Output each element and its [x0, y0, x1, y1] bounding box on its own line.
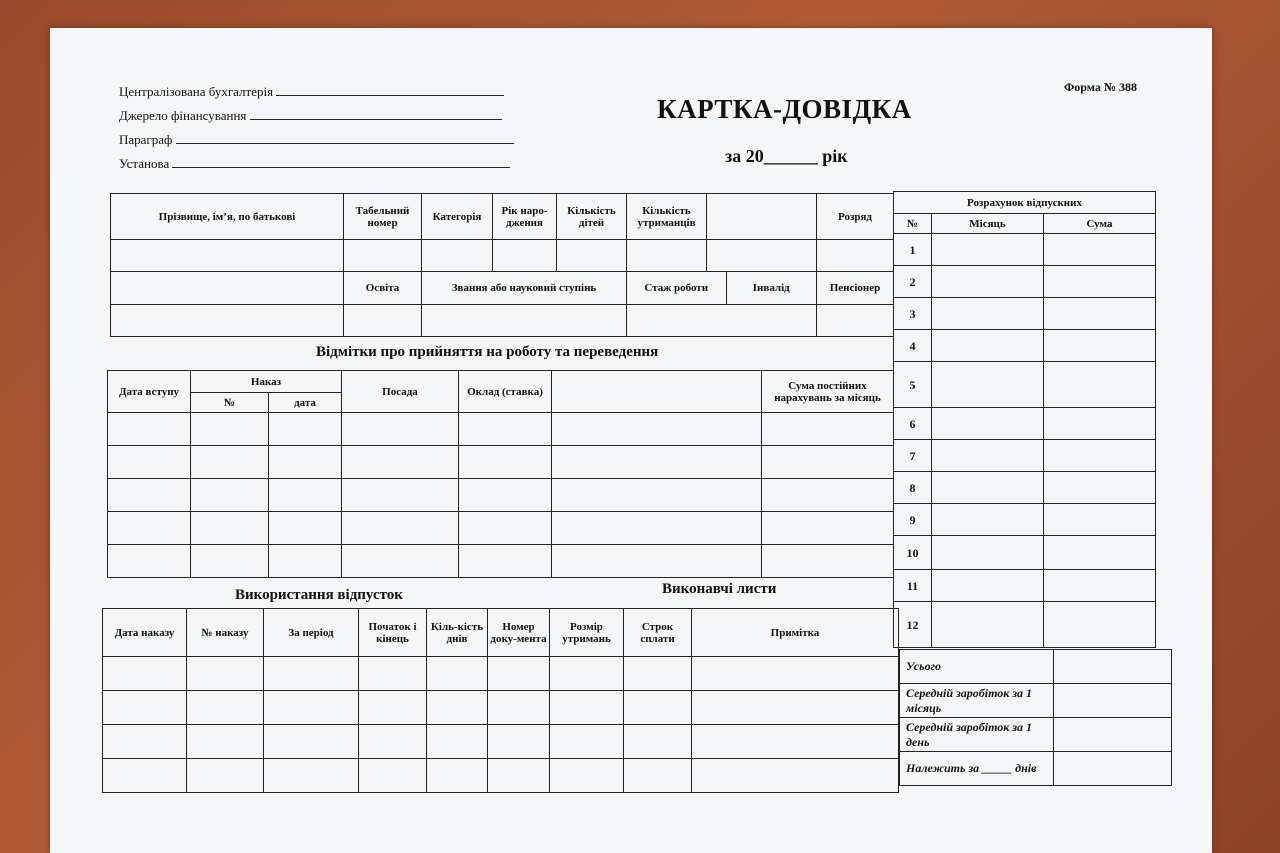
- vacation-totals-table: [899, 649, 1172, 786]
- input-cell[interactable]: [692, 759, 899, 793]
- input-cell[interactable]: [191, 446, 269, 479]
- month-number: 10: [894, 536, 932, 570]
- input-cell[interactable]: [359, 657, 427, 691]
- input-cell[interactable]: [1044, 602, 1156, 648]
- col-start-date: Дата вступу: [108, 371, 191, 413]
- input-cell[interactable]: [422, 240, 493, 272]
- input-cell[interactable]: [108, 479, 191, 512]
- input-cell[interactable]: [427, 657, 488, 691]
- month-number: 2: [894, 266, 932, 298]
- input-cell[interactable]: [269, 413, 342, 446]
- col-deduction: Розмір утримань: [550, 609, 624, 657]
- month-number: 4: [894, 330, 932, 362]
- input-cell[interactable]: [1044, 330, 1156, 362]
- input-cell[interactable]: [103, 657, 187, 691]
- vacation-calc-table: [893, 191, 1156, 648]
- input-cell[interactable]: [932, 570, 1044, 602]
- col-birth-year: Рік наро-дження: [493, 194, 557, 240]
- col-disabled: Інвалід: [752, 282, 790, 294]
- input-cell[interactable]: [459, 446, 552, 479]
- col-group-exp: [627, 272, 817, 305]
- input-cell[interactable]: [817, 305, 894, 337]
- input-cell[interactable]: [488, 725, 550, 759]
- input-cell[interactable]: [932, 472, 1044, 504]
- input-cell[interactable]: [359, 725, 427, 759]
- input-cell[interactable]: [427, 725, 488, 759]
- input-cell[interactable]: [550, 691, 624, 725]
- col-sum: Сума: [1044, 214, 1156, 234]
- col-monthly-sum: Сума постійних нарахувань за місяць: [762, 371, 894, 413]
- col-order-date: дата: [269, 393, 342, 413]
- input-cell[interactable]: [624, 691, 692, 725]
- input-cell[interactable]: [103, 759, 187, 793]
- input-cell[interactable]: [342, 512, 459, 545]
- input-cell[interactable]: [264, 691, 359, 725]
- input-cell[interactable]: [762, 545, 894, 578]
- calc-title: Розрахунок відпускних: [894, 192, 1156, 214]
- col-tab-number: Табельний номер: [344, 194, 422, 240]
- input-cell[interactable]: [108, 512, 191, 545]
- input-cell[interactable]: [191, 512, 269, 545]
- personal-table: [110, 193, 894, 337]
- due-days-label: Належить за _____ днів: [900, 752, 1054, 786]
- input-cell[interactable]: [344, 240, 422, 272]
- input-cell[interactable]: [342, 479, 459, 512]
- input-cell[interactable]: [1054, 650, 1172, 684]
- input-cell[interactable]: [1054, 752, 1172, 786]
- input-cell[interactable]: [269, 512, 342, 545]
- input-cell[interactable]: [191, 479, 269, 512]
- input-cell[interactable]: [108, 413, 191, 446]
- input-cell[interactable]: [692, 691, 899, 725]
- col-degree: Звання або науковий ступінь: [422, 272, 627, 305]
- input-cell[interactable]: [108, 446, 191, 479]
- input-cell[interactable]: [1044, 570, 1156, 602]
- col-grade: Розряд: [817, 194, 894, 240]
- input-cell[interactable]: [552, 413, 762, 446]
- input-cell[interactable]: [342, 413, 459, 446]
- input-cell[interactable]: [552, 479, 762, 512]
- input-cell[interactable]: [1054, 718, 1172, 752]
- col-start-end: Початок і кінець: [359, 609, 427, 657]
- month-number: 8: [894, 472, 932, 504]
- col-children: Кількість дітей: [557, 194, 627, 240]
- input-cell[interactable]: [627, 305, 817, 337]
- col-salary: Оклад (ставка): [459, 371, 552, 413]
- header-field-funding: Джерело фінансування: [119, 107, 502, 124]
- input-cell[interactable]: [1044, 408, 1156, 440]
- col-order-date: Дата наказу: [103, 609, 187, 657]
- input-cell[interactable]: [103, 691, 187, 725]
- month-number: 6: [894, 408, 932, 440]
- col-order: Наказ: [191, 371, 342, 393]
- col-doc-number: Номер доку-мента: [488, 609, 550, 657]
- employment-section-title: Відмітки про прийняття на роботу та переведення: [316, 344, 659, 360]
- month-number: 5: [894, 362, 932, 408]
- col-pensioner: Пенсіонер: [817, 272, 894, 305]
- input-cell[interactable]: [552, 446, 762, 479]
- input-cell[interactable]: [932, 362, 1044, 408]
- input-cell[interactable]: [1044, 472, 1156, 504]
- col-number: №: [894, 214, 932, 234]
- header-field-accounting: Централізована бухгалтерія: [119, 83, 504, 100]
- input-cell[interactable]: [552, 545, 762, 578]
- input-cell[interactable]: [269, 545, 342, 578]
- input-cell[interactable]: [1044, 536, 1156, 570]
- input-cell[interactable]: [459, 413, 552, 446]
- input-cell[interactable]: [624, 657, 692, 691]
- input-cell[interactable]: [932, 602, 1044, 648]
- col-month: Місяць: [932, 214, 1044, 234]
- input-cell[interactable]: [932, 440, 1044, 472]
- avg-day-label: Середній заробіток за 1 день: [900, 718, 1054, 752]
- input-cell[interactable]: [932, 234, 1044, 266]
- input-cell[interactable]: [932, 536, 1044, 570]
- input-cell[interactable]: [269, 446, 342, 479]
- employment-table: [107, 370, 894, 578]
- input-cell[interactable]: [707, 240, 817, 272]
- input-cell[interactable]: [111, 305, 344, 337]
- input-cell[interactable]: [459, 479, 552, 512]
- input-cell[interactable]: [422, 305, 627, 337]
- input-cell[interactable]: [624, 759, 692, 793]
- input-cell[interactable]: [762, 446, 894, 479]
- avg-month-label: Середній заробіток за 1 місяць: [900, 684, 1054, 718]
- input-cell[interactable]: [342, 446, 459, 479]
- input-cell[interactable]: [187, 657, 264, 691]
- input-cell[interactable]: [493, 240, 557, 272]
- input-cell[interactable]: [108, 545, 191, 578]
- input-cell[interactable]: [550, 725, 624, 759]
- page-title: КАРТКА-ДОВІДКА: [657, 94, 912, 124]
- input-cell[interactable]: [264, 759, 359, 793]
- col-order-number: №: [191, 393, 269, 413]
- col-blank: [552, 371, 762, 413]
- total-label: Усього: [900, 650, 1054, 684]
- col-order-number: № наказу: [187, 609, 264, 657]
- input-cell[interactable]: [459, 512, 552, 545]
- input-cell[interactable]: [459, 545, 552, 578]
- col-due: Строк сплати: [624, 609, 692, 657]
- input-cell[interactable]: [552, 512, 762, 545]
- input-cell[interactable]: [1044, 440, 1156, 472]
- input-cell[interactable]: [1054, 684, 1172, 718]
- input-cell[interactable]: [627, 240, 707, 272]
- input-cell: [111, 272, 344, 305]
- writs-section-title: Виконавчі листи: [662, 581, 777, 597]
- input-cell[interactable]: [932, 408, 1044, 440]
- input-cell[interactable]: [1044, 504, 1156, 536]
- input-cell[interactable]: [557, 240, 627, 272]
- col-dependents: Кількість утриманців: [627, 194, 707, 240]
- input-cell[interactable]: [191, 545, 269, 578]
- month-number: 7: [894, 440, 932, 472]
- input-cell[interactable]: [932, 298, 1044, 330]
- col-blank: [707, 194, 817, 240]
- input-cell[interactable]: [550, 657, 624, 691]
- input-cell[interactable]: [103, 725, 187, 759]
- input-cell[interactable]: [359, 759, 427, 793]
- sub-table: [627, 272, 816, 304]
- input-cell[interactable]: [624, 725, 692, 759]
- input-cell[interactable]: [550, 759, 624, 793]
- input-cell[interactable]: [1044, 362, 1156, 408]
- input-cell[interactable]: [427, 691, 488, 725]
- input-cell[interactable]: [1044, 266, 1156, 298]
- input-cell[interactable]: [488, 691, 550, 725]
- input-cell[interactable]: [762, 413, 894, 446]
- col-days: Кіль-кість днів: [427, 609, 488, 657]
- input-cell[interactable]: [264, 657, 359, 691]
- input-cell[interactable]: [111, 240, 344, 272]
- input-cell[interactable]: [191, 413, 269, 446]
- month-number: 3: [894, 298, 932, 330]
- vacation-section-title: Використання відпусток: [235, 587, 403, 603]
- col-name: Прізвище, ім’я, по батькові: [111, 194, 344, 240]
- col-education: Освіта: [344, 272, 422, 305]
- input-cell[interactable]: [762, 479, 894, 512]
- input-cell[interactable]: [187, 759, 264, 793]
- col-period: За період: [264, 609, 359, 657]
- form-number: Форма № 388: [1064, 80, 1137, 94]
- input-cell[interactable]: [692, 657, 899, 691]
- col-position: Посада: [342, 371, 459, 413]
- input-cell[interactable]: [344, 305, 422, 337]
- month-number: 11: [894, 570, 932, 602]
- col-note: Примітка: [692, 609, 899, 657]
- header-field-institution: Установа: [119, 155, 510, 172]
- month-number: 1: [894, 234, 932, 266]
- input-cell[interactable]: [1044, 298, 1156, 330]
- input-cell[interactable]: [932, 504, 1044, 536]
- input-cell[interactable]: [817, 240, 894, 272]
- input-cell[interactable]: [342, 545, 459, 578]
- input-cell[interactable]: [187, 691, 264, 725]
- input-cell[interactable]: [488, 657, 550, 691]
- header-field-paragraph: Параграф: [119, 131, 514, 148]
- input-cell[interactable]: [359, 691, 427, 725]
- input-cell[interactable]: [932, 266, 1044, 298]
- month-number: 12: [894, 602, 932, 648]
- input-cell[interactable]: [187, 725, 264, 759]
- vacation-table: [102, 608, 899, 793]
- col-category: Категорія: [422, 194, 493, 240]
- form-sheet: [50, 28, 1212, 853]
- input-cell[interactable]: [264, 725, 359, 759]
- year-line: за 20______ рік: [725, 146, 848, 166]
- input-cell[interactable]: [692, 725, 899, 759]
- input-cell[interactable]: [762, 512, 894, 545]
- input-cell[interactable]: [1044, 234, 1156, 266]
- month-number: 9: [894, 504, 932, 536]
- input-cell[interactable]: [488, 759, 550, 793]
- col-experience: Стаж роботи: [627, 272, 726, 304]
- input-cell[interactable]: [269, 479, 342, 512]
- input-cell[interactable]: [427, 759, 488, 793]
- input-cell[interactable]: [932, 330, 1044, 362]
